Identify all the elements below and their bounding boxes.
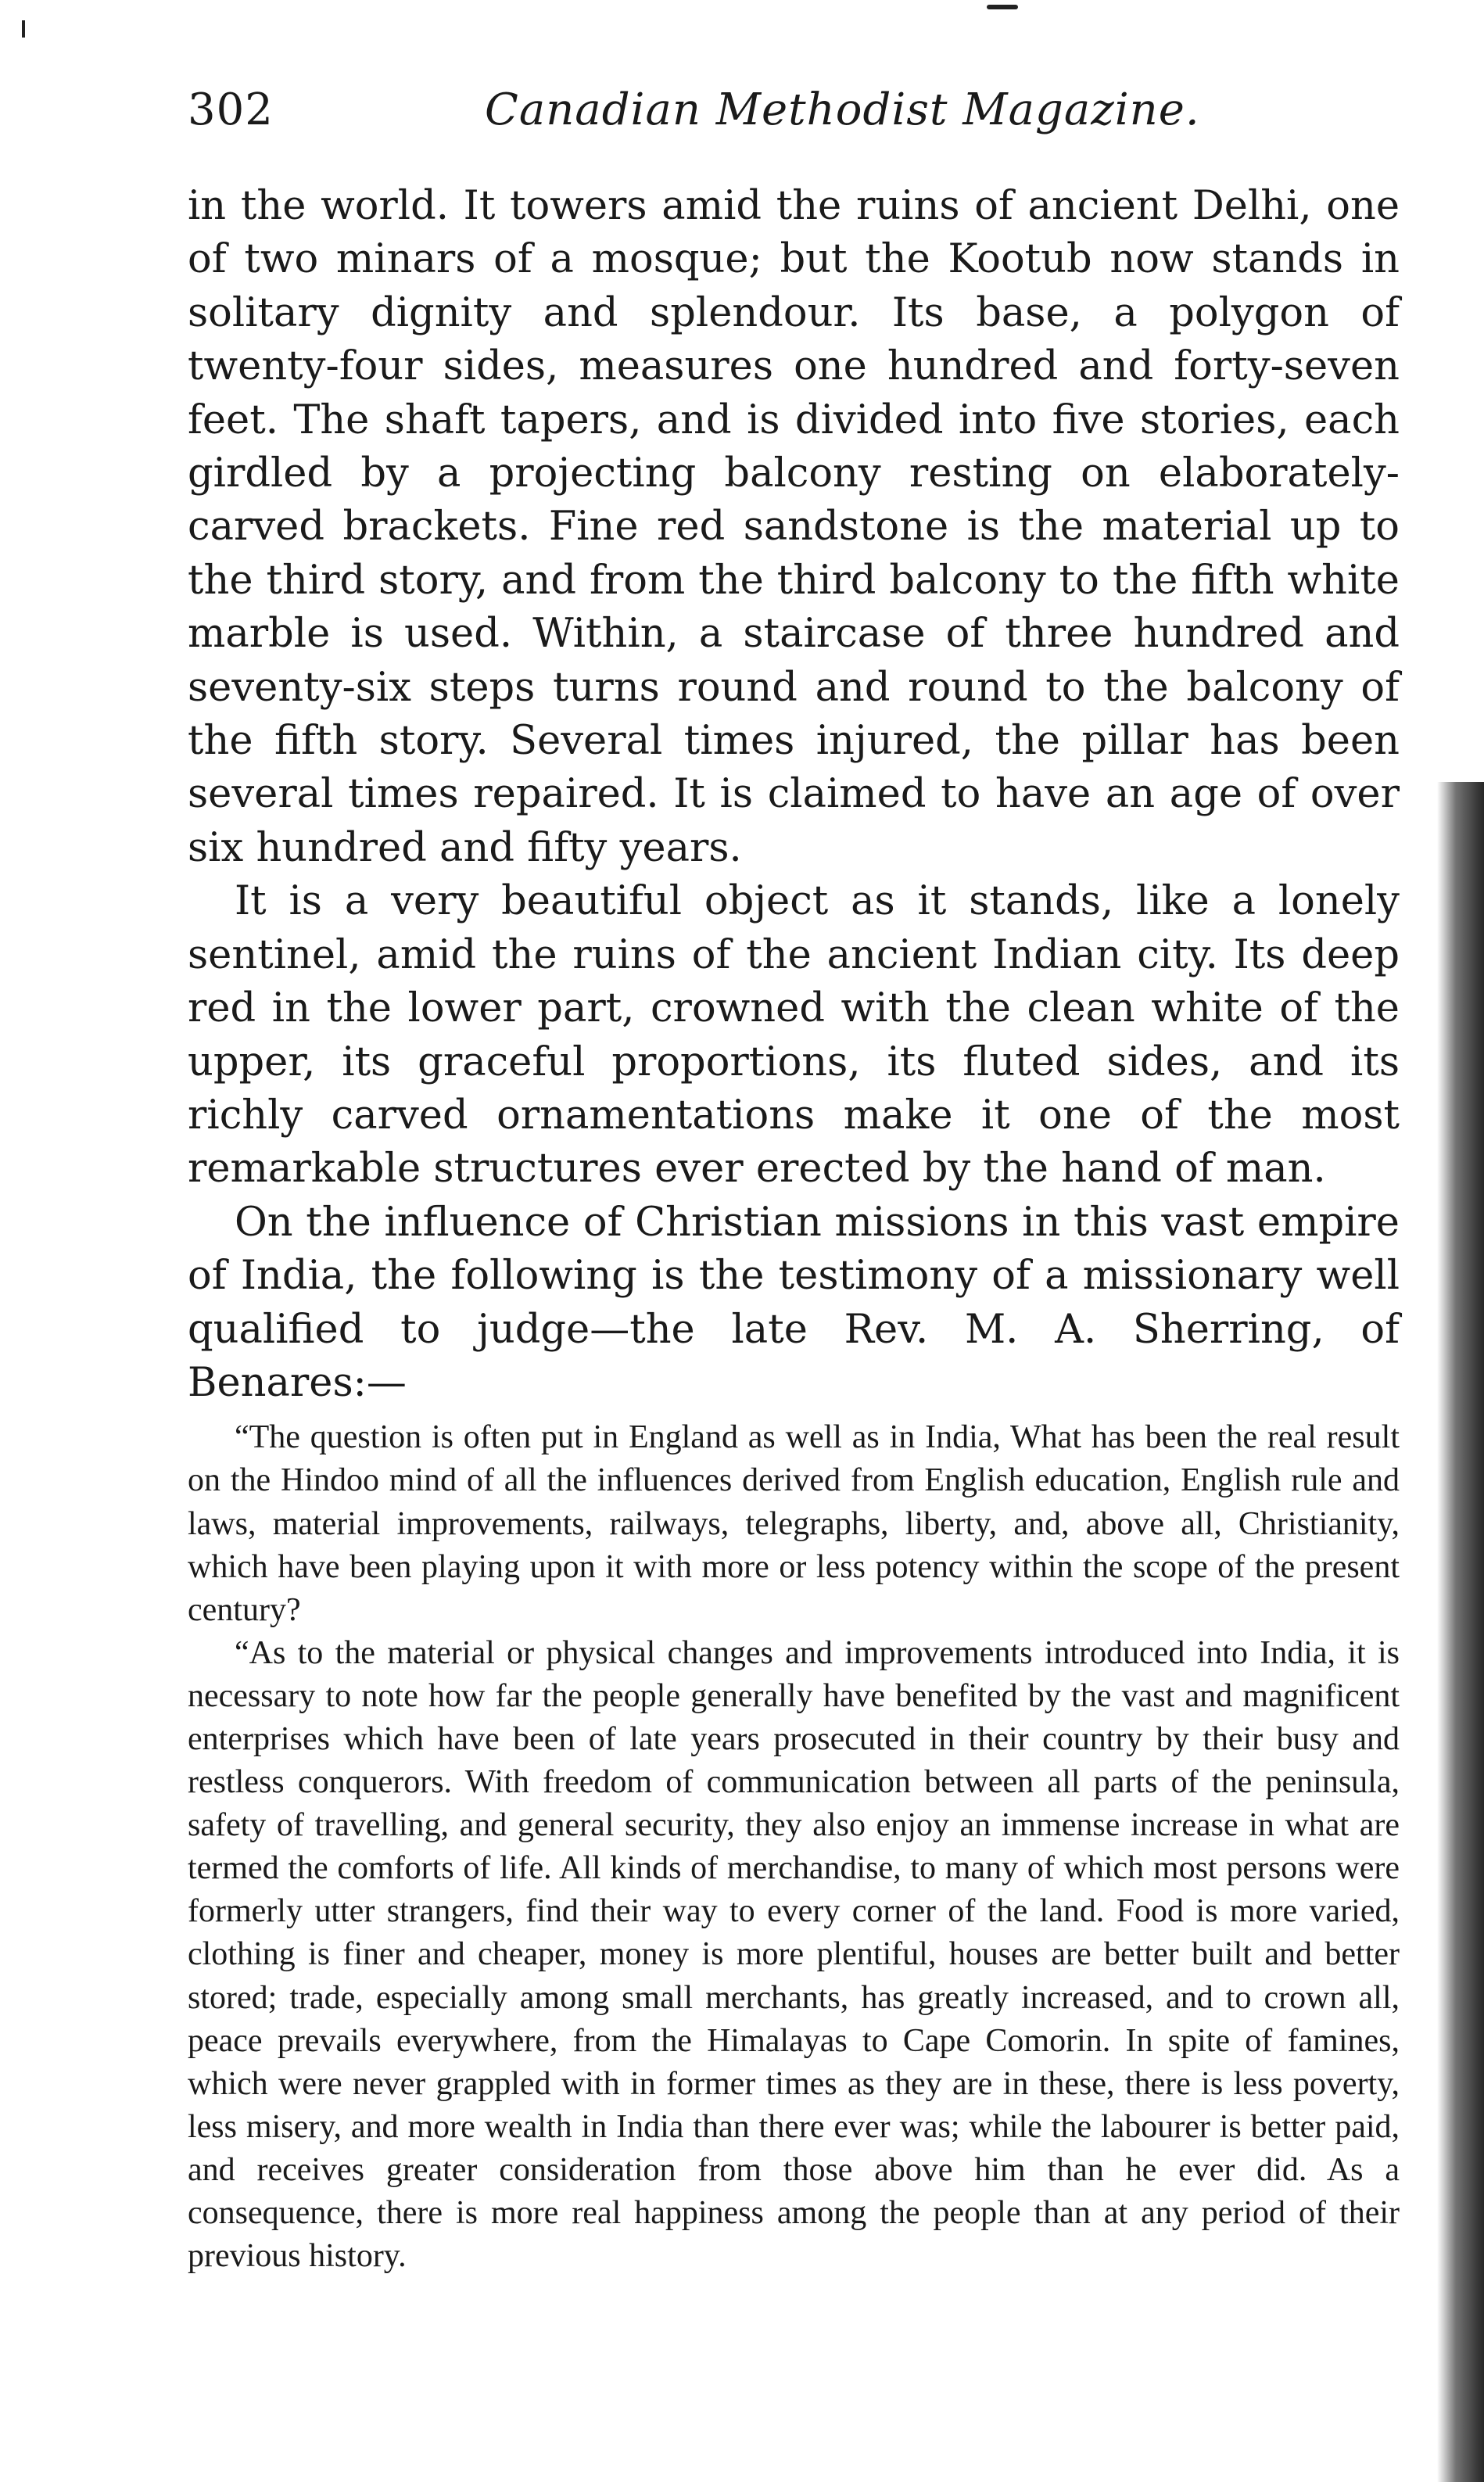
block-quotation bbox=[188, 1416, 1400, 2278]
quote-paragraph: “As to the material or physical changes and improvements introduced into India, it is necessary to note how far the people generally have benefited by the vast and magnificent enterprises which have been of late years prosecuted in their country by their busy and restless conquerors. With freedom of communication between all parts of the peninsula, safety of travelling, and general security, they also enjoy an immense increase in what are termed the comforts of life. All kinds of merchandise, to many of which most persons were formerly utter strangers, find their way to every corner of the land. Food is more varied, clothing is finer and cheaper, money is more plentiful, houses are better built and better stored; trade, especially among small merchants, has greatly increased, and to crown all, peace prevails everywhere, from the Himalayas to Cape Comorin. In spite of famines, which were never grappled with in former times as they are in these, there is less poverty, less misery, and more wealth in India than there ever was; while the labourer is better paid, and receives greater consideration from those above him than he ever did. As a consequence, there is more real happiness among the people than at any period of their previous history. bbox=[188, 1634, 1400, 2275]
quote-paragraph: “The question is often put in England as well as in India, What has been the real result on the Hindoo mind of all the influences derived from English education, English rule and laws, material improvements, railways, telegraphs, liberty, and, above all, Christianity, which have been playing upon it with more or less potency within the scope of the present century? bbox=[188, 1419, 1400, 1628]
scan-speck bbox=[987, 5, 1018, 9]
paragraph: in the world. It towers amid the ruins of ancient Delhi, one of two minars of a mosque; but the Kootub now stands in solitary dignity and splendour. Its base, a polygon of twenty-four sides, measures one hundred and forty-seven feet. The shaft tapers, and is divided into five stories, each girdled by a projecting balcony resting on elaborately-carved brackets. Fine red sandstone is the material up to the third story, and from the third balcony to the fifth white marble is used. Within, a staircase of three hundred and seventy-six steps turns round and round to the balcony of the fifth story. Several times injured, the pillar has been several times repaired. It is claimed to have an age of over six hundred and fifty years. bbox=[188, 183, 1400, 871]
scan-speck bbox=[22, 20, 25, 38]
running-title: Canadian Methodist Magazine. bbox=[485, 84, 1200, 135]
paragraph: On the influence of Christian missions in this vast empire of India, the following is the testimony of a missionary well qualified to judge—the late Rev. M. A. Sherring, of Benares:— bbox=[188, 1199, 1400, 1406]
body-text bbox=[188, 180, 1400, 2278]
page-edge-shadow bbox=[1437, 782, 1484, 2482]
page-number: 302 bbox=[188, 84, 274, 135]
page-header bbox=[188, 84, 1407, 155]
paragraph: It is a very beautiful object as it stands, like a lonely sentinel, amid the ruins of the ancient Indian city. Its deep red in the lower part, crowned with the clean white of the upper, its graceful proportions, its fluted sides, and its richly carved ornamentations make it one of the most remarkable structures ever erected by the hand of man. bbox=[188, 878, 1400, 1193]
